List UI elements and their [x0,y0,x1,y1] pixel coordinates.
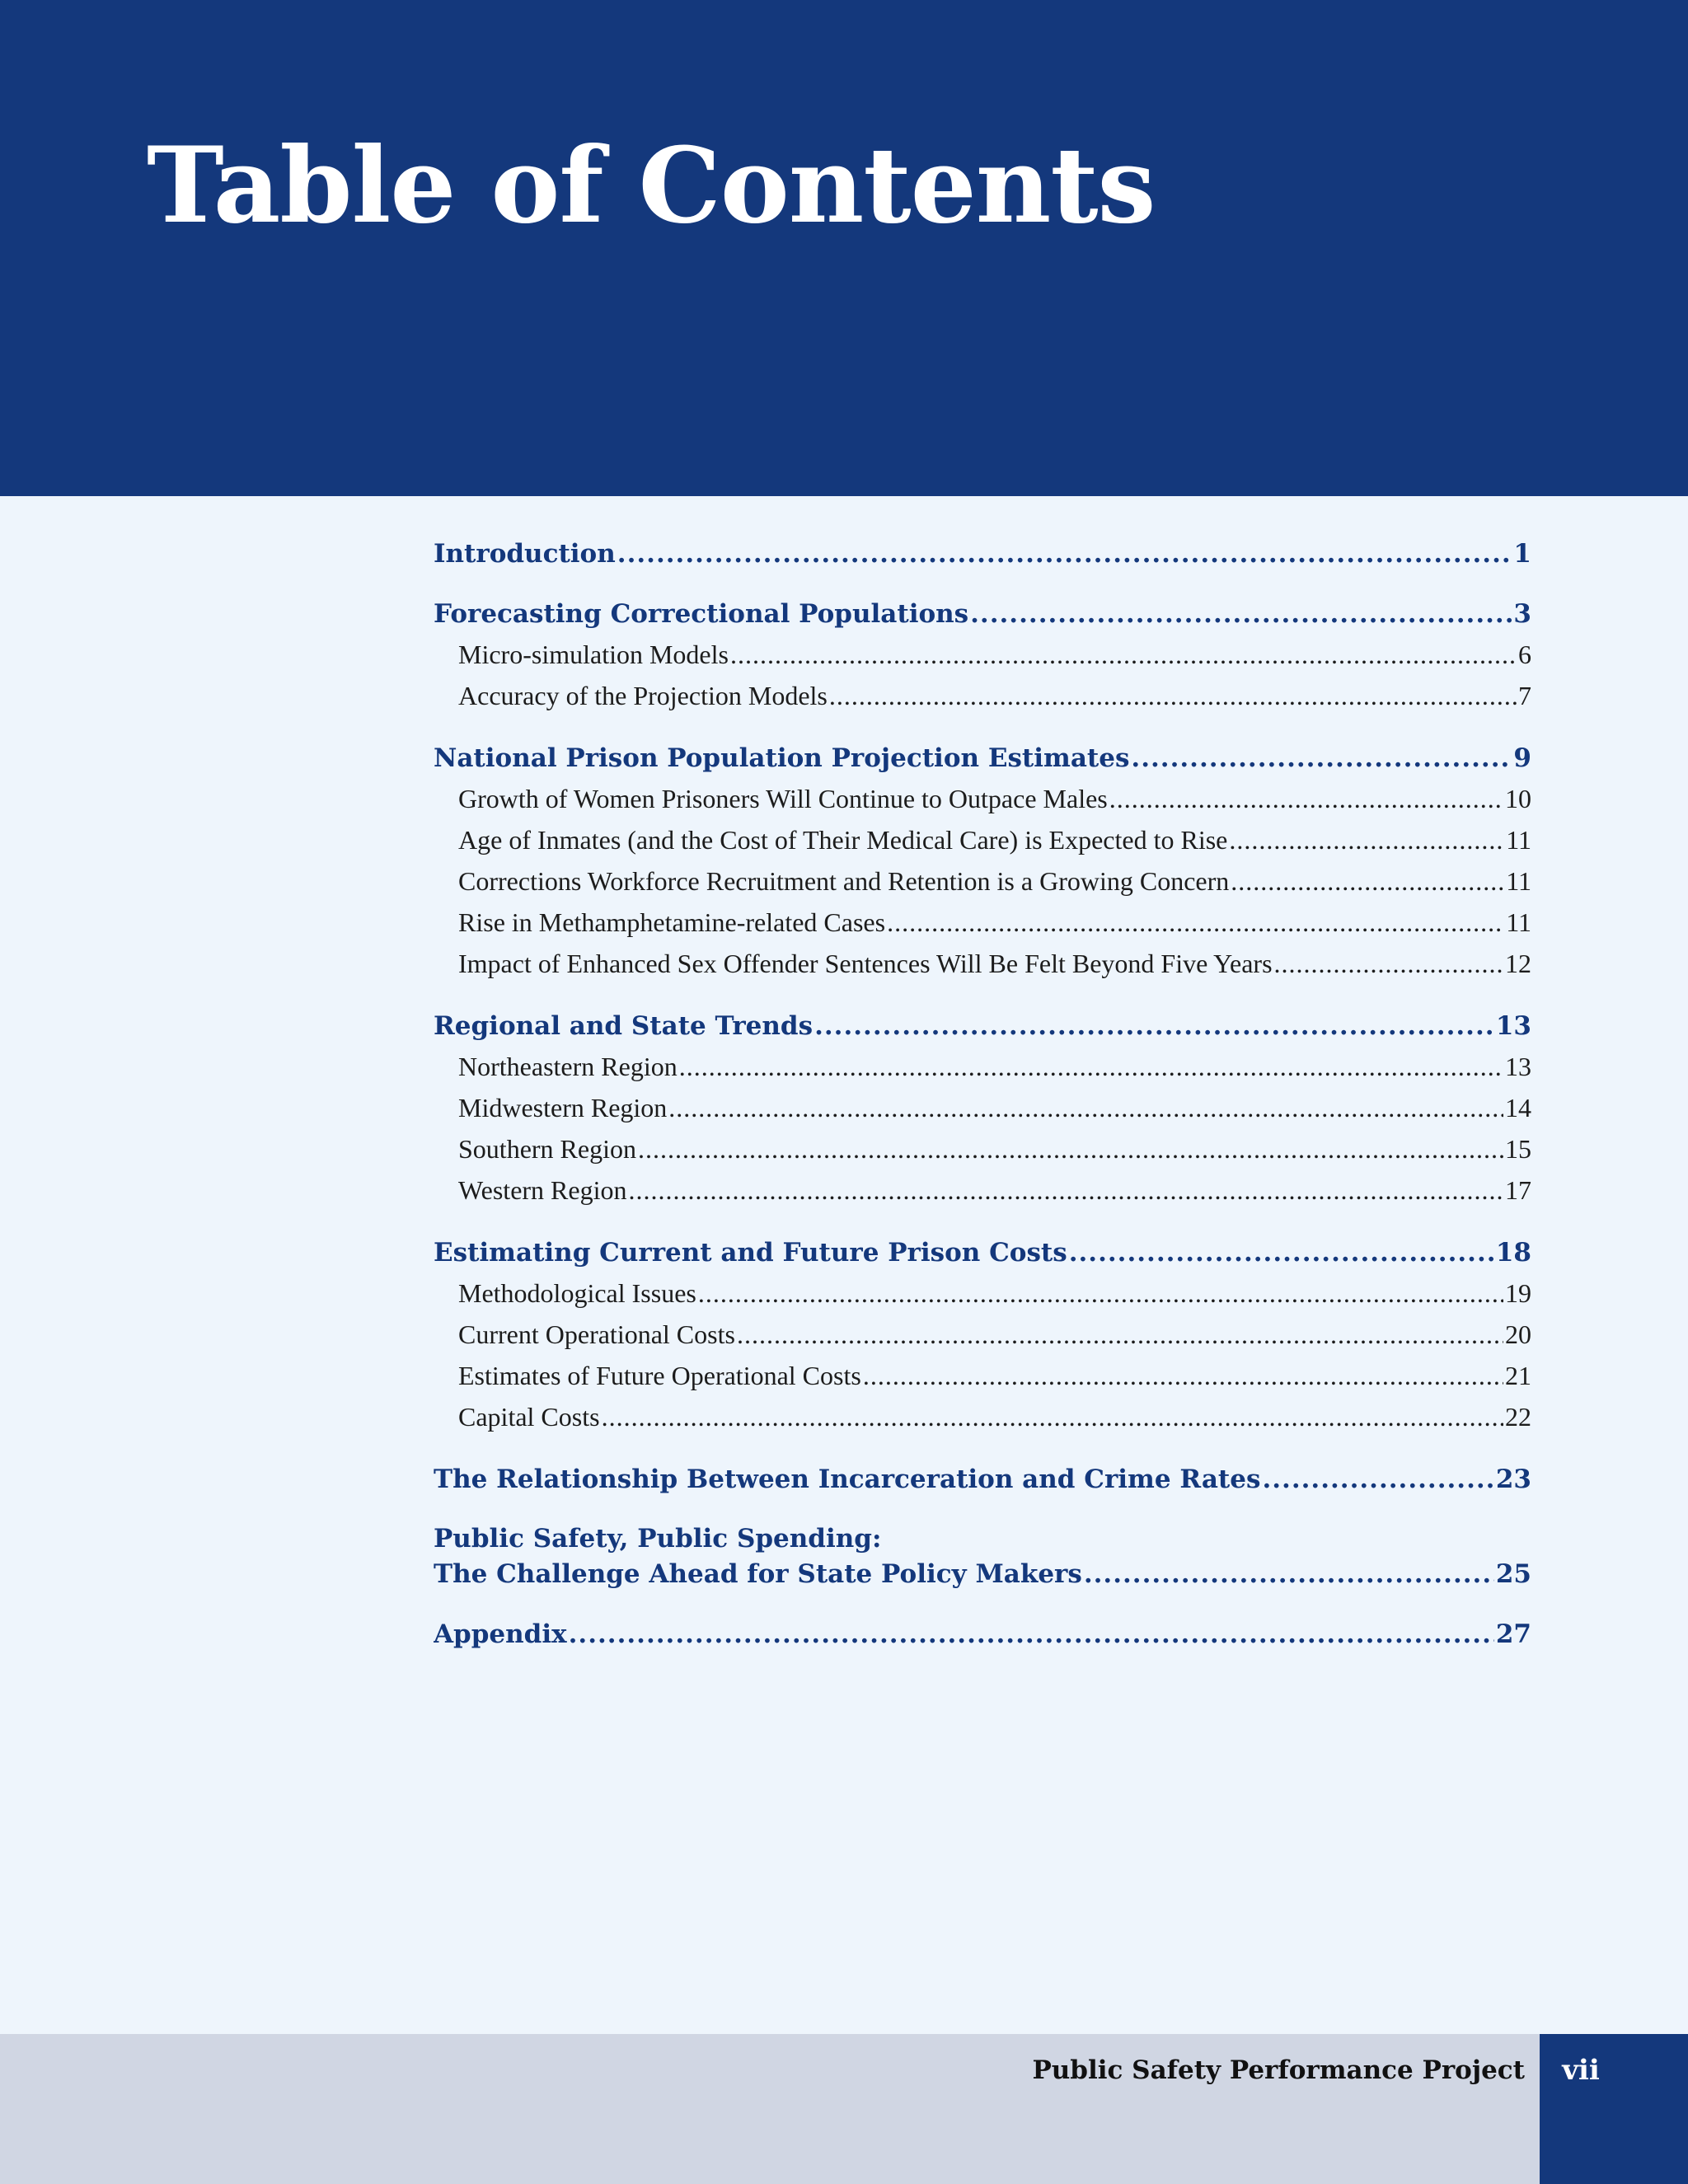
header-banner [0,0,1688,496]
toc-subentry-page: 10 [1505,784,1531,813]
toc-subentry[interactable] [434,1169,1531,1211]
toc-subentry[interactable] [434,1087,1531,1128]
toc-subentry-page: 17 [1505,1175,1531,1205]
toc-subentry-page: 19 [1505,1278,1531,1308]
dot-leader [863,1355,1503,1396]
toc-section-costs [434,1235,1531,1437]
toc-subentry-label: Current Operational Costs [458,1319,735,1349]
toc-subentry-label: Growth of Women Prisoners Will Continue to Outpace Males [458,784,1108,813]
dot-leader [1109,778,1503,819]
toc-subentry-label: Corrections Workforce Recruitment and Retention is a Growing Concern [458,866,1230,896]
toc-subentry-label: Midwestern Region [458,1093,668,1122]
toc-subentry[interactable] [434,819,1531,860]
dot-leader [602,1396,1503,1437]
toc-subentry-page: 14 [1505,1093,1531,1122]
toc-entry-page: 27 [1495,1619,1531,1649]
dot-leader [628,1169,1503,1211]
toc-subentry-label: Accuracy of the Projection Models [458,681,828,710]
dot-leader [679,1046,1503,1087]
toc-entry-label-line2: The Challenge Ahead for State Policy Makers [434,1559,1082,1589]
toc-entry[interactable] [434,1616,1531,1652]
toc-subentry-label: Rise in Methamphetamine-related Cases [458,907,886,937]
toc-entry-page: 18 [1495,1238,1531,1268]
toc-subentry-page: 22 [1505,1402,1531,1432]
toc-section-regional [434,1008,1531,1211]
toc-section-public-safety[interactable] [434,1521,1531,1592]
toc-subentry[interactable] [434,1314,1531,1355]
toc-entry-page: 3 [1513,599,1531,629]
toc-entry-page: 9 [1513,743,1531,773]
toc-subentry[interactable] [434,860,1531,902]
toc-entry[interactable] [434,1235,1531,1271]
toc-entry-label: Forecasting Correctional Populations [434,599,969,629]
toc-subentry-label: Age of Inmates (and the Cost of Their Medical Care) is Expected to Rise [458,825,1228,855]
toc-subentry[interactable] [434,778,1531,819]
toc-subentry-label: Capital Costs [458,1402,600,1432]
dot-leader [887,902,1504,943]
toc-subentry[interactable] [434,1046,1531,1087]
toc-entry[interactable] [434,1556,1531,1592]
toc-entry[interactable] [434,1008,1531,1044]
dot-leader [668,1087,1503,1128]
toc-subentry[interactable] [434,1396,1531,1437]
toc-entry[interactable] [434,740,1531,776]
dot-leader [1131,740,1512,776]
dot-leader [829,675,1517,716]
dot-leader [569,1616,1494,1652]
toc-subentry-page: 12 [1505,949,1531,978]
toc-subentry-label: Southern Region [458,1134,636,1164]
toc-subentry[interactable] [434,675,1531,716]
dot-leader [1231,860,1504,902]
toc-section-forecasting [434,596,1531,716]
toc-section-appendix [434,1616,1531,1652]
toc-subentry-page: 21 [1505,1361,1531,1390]
footer-project-name: Public Safety Performance Project [1032,2055,1525,2085]
table-of-contents [434,536,1531,1676]
dot-leader [638,1128,1503,1169]
toc-entry-label: Appendix [434,1619,567,1649]
toc-section-national [434,740,1531,984]
toc-subentry[interactable] [434,634,1531,675]
toc-entry-label: National Prison Population Projection Estimates [434,743,1130,773]
dot-leader [698,1272,1503,1314]
toc-entry-label: Regional and State Trends [434,1011,814,1041]
toc-subentry-label: Northeastern Region [458,1052,678,1081]
toc-section-introduction [434,536,1531,572]
toc-section-relationship [434,1461,1531,1497]
dot-leader [814,1008,1494,1044]
dot-leader [1084,1556,1494,1592]
toc-subentry[interactable] [434,1128,1531,1169]
toc-entry-page: 23 [1495,1465,1531,1494]
toc-entry-label-line1: Public Safety, Public Spending: [434,1524,882,1554]
toc-subentry-label: Methodological Issues [458,1278,696,1308]
dot-leader [1274,943,1503,984]
toc-entry-label: The Relationship Between Incarceration and Crime Rates [434,1465,1261,1494]
toc-entry-page: 13 [1495,1011,1531,1041]
toc-entry[interactable] [434,1461,1531,1497]
toc-subentry[interactable] [434,1272,1531,1314]
toc-entry[interactable] [434,536,1531,572]
toc-entry-label: Estimating Current and Future Prison Costs [434,1238,1067,1268]
toc-subentry-page: 11 [1506,825,1531,855]
toc-subentry[interactable] [434,943,1531,984]
toc-subentry-page: 6 [1518,640,1531,669]
toc-subentry-page: 11 [1506,866,1531,896]
toc-entry[interactable] [434,596,1531,632]
dot-leader [730,634,1517,675]
dot-leader [617,536,1512,572]
toc-entry-page: 25 [1495,1559,1531,1589]
dot-leader [1069,1235,1494,1271]
toc-subentry-label: Impact of Enhanced Sex Offender Sentences Will Be Felt Beyond Five Years [458,949,1273,978]
dot-leader [1229,819,1504,860]
toc-subentry-page: 11 [1506,907,1531,937]
toc-subentry[interactable] [434,902,1531,943]
dot-leader [970,596,1512,632]
toc-subentry-page: 13 [1505,1052,1531,1081]
toc-subentry-page: 15 [1505,1134,1531,1164]
toc-subentry-page: 20 [1505,1319,1531,1349]
toc-subentry-page: 7 [1518,681,1531,710]
toc-subentry[interactable] [434,1355,1531,1396]
toc-subentry-label: Western Region [458,1175,627,1205]
toc-entry-label: Introduction [434,539,616,569]
dot-leader [1262,1461,1493,1497]
dot-leader [737,1314,1503,1355]
toc-subentry-label: Micro-simulation Models [458,640,729,669]
toc-subentry-label: Estimates of Future Operational Costs [458,1361,861,1390]
page-title: Table of Contents [147,124,1156,246]
toc-entry-page: 1 [1513,539,1531,569]
page-number: vii [1562,2054,1600,2087]
